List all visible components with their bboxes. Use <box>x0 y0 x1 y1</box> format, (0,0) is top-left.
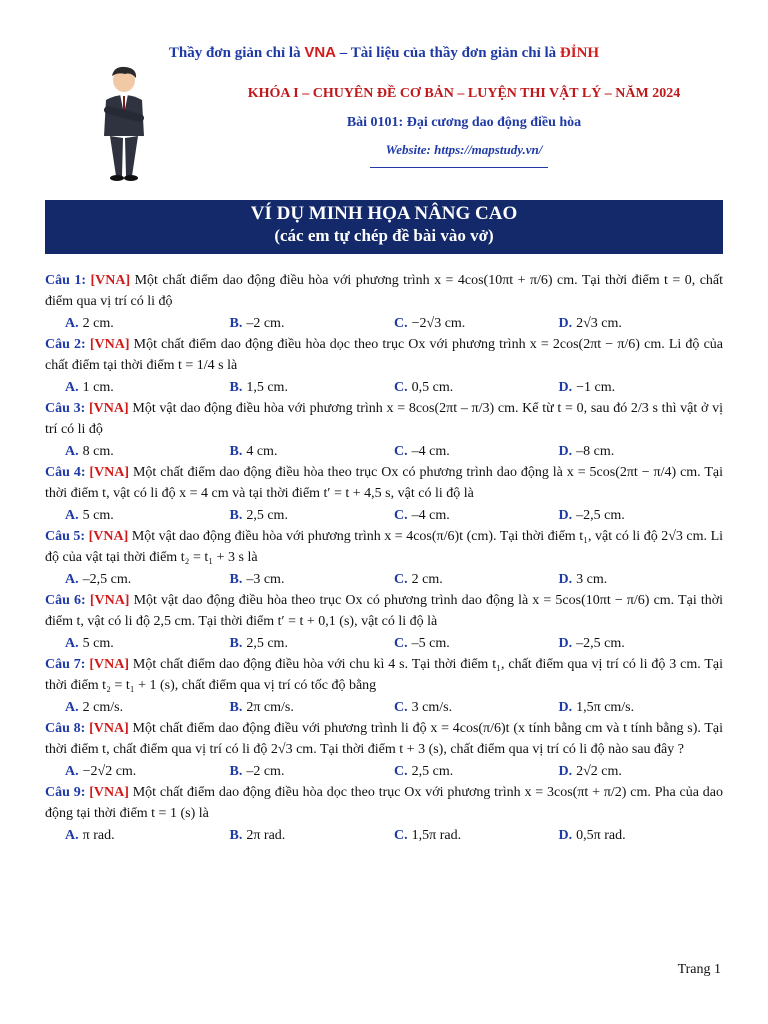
website-link[interactable]: Website: https://mapstudy.vn/ <box>385 142 543 157</box>
answer-options <box>45 825 723 846</box>
answer-option <box>559 441 724 462</box>
option-value: 3 cm/s. <box>411 700 453 715</box>
option-letter: A. <box>65 572 79 587</box>
option-letter: A. <box>65 508 79 523</box>
option-letter: A. <box>65 700 79 715</box>
question-label: Câu 3: <box>45 401 86 416</box>
answer-option <box>559 505 724 526</box>
option-letter: B. <box>229 316 243 331</box>
answer-option <box>394 761 559 782</box>
option-value: 2 cm/s. <box>82 700 124 715</box>
question-block <box>45 654 723 718</box>
option-letter: B. <box>229 700 243 715</box>
option-letter: D. <box>558 764 573 779</box>
answer-options <box>45 569 723 590</box>
teacher-avatar <box>98 66 150 184</box>
option-letter: C. <box>394 508 408 523</box>
option-letter: D. <box>558 828 573 843</box>
answer-options <box>45 441 723 462</box>
slogan-vna: VNA <box>304 44 336 61</box>
question-text: Một chất điểm dao động điều hòa theo trục Ox có phương trình dao động là x = 5cos(2πt − π/4) cm. Tại thời điểm t, vật có li độ x = 4 cm và tại thời điểm t′ = t + 4,5 s, vật có li độ là <box>45 465 724 501</box>
option-letter: C. <box>394 828 408 843</box>
answer-option <box>230 761 395 782</box>
option-value: –2 cm. <box>246 316 285 331</box>
answer-option <box>65 697 230 718</box>
answer-option <box>230 697 395 718</box>
option-value: −2√3 cm. <box>411 316 466 331</box>
option-value: 2√2 cm. <box>576 764 622 779</box>
answer-option <box>230 377 395 398</box>
question-tag: [VNA] <box>90 273 131 288</box>
question-text-line <box>45 398 723 440</box>
option-value: 4 cm. <box>246 444 278 459</box>
option-value: −1 cm. <box>576 380 616 395</box>
option-value: –2,5 cm. <box>576 636 625 651</box>
option-letter: C. <box>394 316 408 331</box>
question-label: Câu 8: <box>45 721 86 736</box>
question-label: Câu 5: <box>45 529 86 544</box>
answer-option <box>230 633 395 654</box>
question-tag: [VNA] <box>89 593 130 608</box>
option-letter: A. <box>65 764 79 779</box>
option-letter: A. <box>65 316 79 331</box>
answer-options <box>45 633 723 654</box>
option-letter: D. <box>558 316 573 331</box>
option-letter: D. <box>558 572 573 587</box>
option-value: –3 cm. <box>246 572 285 587</box>
answer-option <box>394 505 559 526</box>
answer-option <box>65 569 230 590</box>
answer-options <box>45 697 723 718</box>
question-text-line <box>45 270 723 312</box>
option-value: 2,5 cm. <box>246 508 288 523</box>
option-letter: B. <box>229 764 243 779</box>
option-letter: B. <box>229 444 243 459</box>
question-label: Câu 1: <box>45 273 87 288</box>
question-text-line <box>45 526 723 568</box>
question-list <box>45 270 723 846</box>
answer-options <box>45 377 723 398</box>
option-value: 2,5 cm. <box>246 636 288 651</box>
answer-option <box>65 633 230 654</box>
question-text: Một vật dao động điều hòa theo trục Ox có phương trình dao động là x = 5cos(10πt − π/6) cm. Tại thời điểm t, vật có li độ 2,5 cm. Tại thời điểm t′ = t + 0,1 (s), vật có li độ là <box>45 593 724 629</box>
question-block <box>45 718 723 782</box>
answer-option <box>230 313 395 334</box>
question-block <box>45 782 723 846</box>
answer-option <box>230 825 395 846</box>
question-text-line <box>45 462 723 504</box>
answer-option <box>394 441 559 462</box>
answer-option <box>65 313 230 334</box>
question-text: Một chất điểm dao động điều hòa với chu kì 4 s. Tại thời điểm t₁, chất điểm qua vị trí có li độ 3 cm. Tại thời điểm t₂ = t₁ + 1 (s), chất điểm qua vị trí có tốc độ bằng <box>45 657 724 693</box>
option-letter: C. <box>394 764 408 779</box>
option-value: −2√2 cm. <box>82 764 137 779</box>
option-letter: D. <box>558 444 573 459</box>
option-value: 3 cm. <box>576 572 608 587</box>
option-letter: C. <box>394 444 408 459</box>
option-value: –4 cm. <box>411 444 450 459</box>
answer-option <box>394 633 559 654</box>
answer-option <box>230 505 395 526</box>
option-value: 2√3 cm. <box>576 316 622 331</box>
answer-options <box>45 505 723 526</box>
question-text: Một vật dao động điều hòa với phương trình x = 8cos(2πt – π/3) cm. Kể từ t = 0, sau đó 2/3 s thì vật ở vị trí có li độ <box>45 401 724 437</box>
question-text-line <box>45 334 723 376</box>
question-label: Câu 6: <box>45 593 86 608</box>
question-text: Một chất điểm dao động điều hòa với phương trình x = 4cos(10πt + π/6) cm. Tại thời điểm t = 0, chất điểm qua vị trí có li độ <box>45 273 724 309</box>
option-value: 2,5 cm. <box>411 764 454 779</box>
answer-option <box>394 313 559 334</box>
question-block <box>45 270 723 334</box>
question-block <box>45 462 723 526</box>
question-tag: [VNA] <box>89 465 130 480</box>
header-divider <box>370 167 548 168</box>
question-label: Câu 9: <box>45 785 86 800</box>
answer-option <box>65 377 230 398</box>
option-value: 0,5 cm. <box>411 380 454 395</box>
option-value: π rad. <box>82 828 115 843</box>
answer-option <box>559 697 724 718</box>
option-letter: A. <box>65 636 79 651</box>
option-letter: D. <box>558 636 573 651</box>
option-value: –2,5 cm. <box>576 508 625 523</box>
slogan-text-2: – Tài liệu của thầy đơn giản chỉ là <box>336 45 560 61</box>
slogan-dinh: ĐỈNH <box>559 45 600 61</box>
option-value: 5 cm. <box>82 508 114 523</box>
answer-option <box>559 313 724 334</box>
question-text: Một chất điểm dao động điều hòa dọc theo trục Ox với phương trình x = 2cos(2πt − π/6) cm. Li độ của chất điểm tại thời điểm t = 1/4 s là <box>45 337 723 373</box>
question-text: Một chất điểm dao động điều hòa dọc theo trục Ox với phương trình x = 3cos(πt + π/2) cm. Pha của dao động tại thời điểm t = 1 (s) là <box>45 785 724 821</box>
question-tag: [VNA] <box>89 721 129 736</box>
option-value: 2 cm. <box>411 572 443 587</box>
answer-option <box>230 441 395 462</box>
option-letter: C. <box>394 636 408 651</box>
question-block <box>45 334 723 398</box>
option-value: 8 cm. <box>82 444 114 459</box>
question-text-line <box>45 782 723 824</box>
option-letter: A. <box>65 380 79 395</box>
option-letter: C. <box>394 380 408 395</box>
option-letter: B. <box>229 380 243 395</box>
question-tag: [VNA] <box>89 657 129 672</box>
option-value: –5 cm. <box>411 636 450 651</box>
option-value: 1,5 cm. <box>246 380 288 395</box>
question-text: Một vật dao động điều hòa với phương trình x = 4cos(π/6)t (cm). Tại thời điểm t₁, vật có li độ 2√3 cm. Li độ của vật tại thời điểm t₂ = t₁ + 3 s là <box>45 529 724 565</box>
answer-option <box>559 633 724 654</box>
slogan-text: Thầy đơn giản chỉ là <box>168 45 305 61</box>
option-value: 1 cm. <box>82 380 114 395</box>
answer-option <box>394 825 559 846</box>
answer-option <box>65 505 230 526</box>
course-title: KHÓA I – CHUYÊN ĐỀ CƠ BẢN – LUYỆN THI VẬT LÝ – NĂM 2024 <box>247 86 681 101</box>
answer-option <box>559 377 724 398</box>
option-letter: B. <box>229 508 243 523</box>
option-value: 0,5π rad. <box>576 828 626 843</box>
option-letter: A. <box>65 828 79 843</box>
lesson-title: Bài 0101: Đại cương dao động điều hòa <box>346 115 582 130</box>
banner-title: VÍ DỤ MINH HỌA NÂNG CAO <box>250 203 518 224</box>
answer-option <box>65 825 230 846</box>
page-number: Trang 1 <box>677 962 721 977</box>
option-value: –2,5 cm. <box>82 572 132 587</box>
option-letter: C. <box>394 572 408 587</box>
option-value: 1,5π cm/s. <box>576 700 635 715</box>
answer-option <box>394 377 559 398</box>
question-label: Câu 4: <box>45 465 86 480</box>
question-text: Một chất điểm dao động điều với phương trình li độ x = 4cos(π/6)t (x tính bằng cm và t tính bằng s). Tại thời điểm t, chất điểm qua vị trí có li độ 2√3 cm. Tại thời điểm t + 3 (s), chất điểm qua vị trí có li độ nào sau đây ? <box>45 721 724 757</box>
slogan <box>0 44 768 62</box>
option-value: 1,5π rad. <box>411 828 462 843</box>
option-value: –8 cm. <box>576 444 615 459</box>
question-label: Câu 7: <box>45 657 86 672</box>
answer-options <box>45 761 723 782</box>
question-tag: [VNA] <box>89 337 130 352</box>
answer-options <box>45 313 723 334</box>
option-value: 2π rad. <box>246 828 286 843</box>
answer-option <box>394 697 559 718</box>
option-letter: D. <box>558 508 573 523</box>
question-text-line <box>45 718 723 760</box>
answer-option <box>559 761 724 782</box>
option-letter: B. <box>229 828 243 843</box>
option-value: 2 cm. <box>82 316 114 331</box>
question-block <box>45 590 723 654</box>
answer-option <box>65 761 230 782</box>
question-tag: [VNA] <box>89 785 129 800</box>
option-letter: B. <box>229 572 243 587</box>
option-letter: C. <box>394 700 408 715</box>
answer-option <box>559 569 724 590</box>
banner-subtitle: (các em tự chép đề bài vào vở) <box>274 226 494 245</box>
answer-option <box>230 569 395 590</box>
option-letter: B. <box>229 636 243 651</box>
option-letter: A. <box>65 444 79 459</box>
answer-option <box>394 569 559 590</box>
option-letter: D. <box>558 700 573 715</box>
option-letter: D. <box>558 380 573 395</box>
question-block <box>45 398 723 462</box>
question-block <box>45 526 723 590</box>
question-tag: [VNA] <box>89 401 129 416</box>
option-value: –4 cm. <box>411 508 450 523</box>
answer-option <box>559 825 724 846</box>
question-label: Câu 2: <box>45 337 86 352</box>
option-value: 5 cm. <box>82 636 114 651</box>
option-value: 2π cm/s. <box>246 700 294 715</box>
section-banner <box>45 200 723 254</box>
page-header <box>0 0 768 190</box>
question-text-line <box>45 654 723 696</box>
question-text-line <box>45 590 723 632</box>
option-value: –2 cm. <box>246 764 285 779</box>
answer-option <box>65 441 230 462</box>
question-tag: [VNA] <box>88 529 129 544</box>
